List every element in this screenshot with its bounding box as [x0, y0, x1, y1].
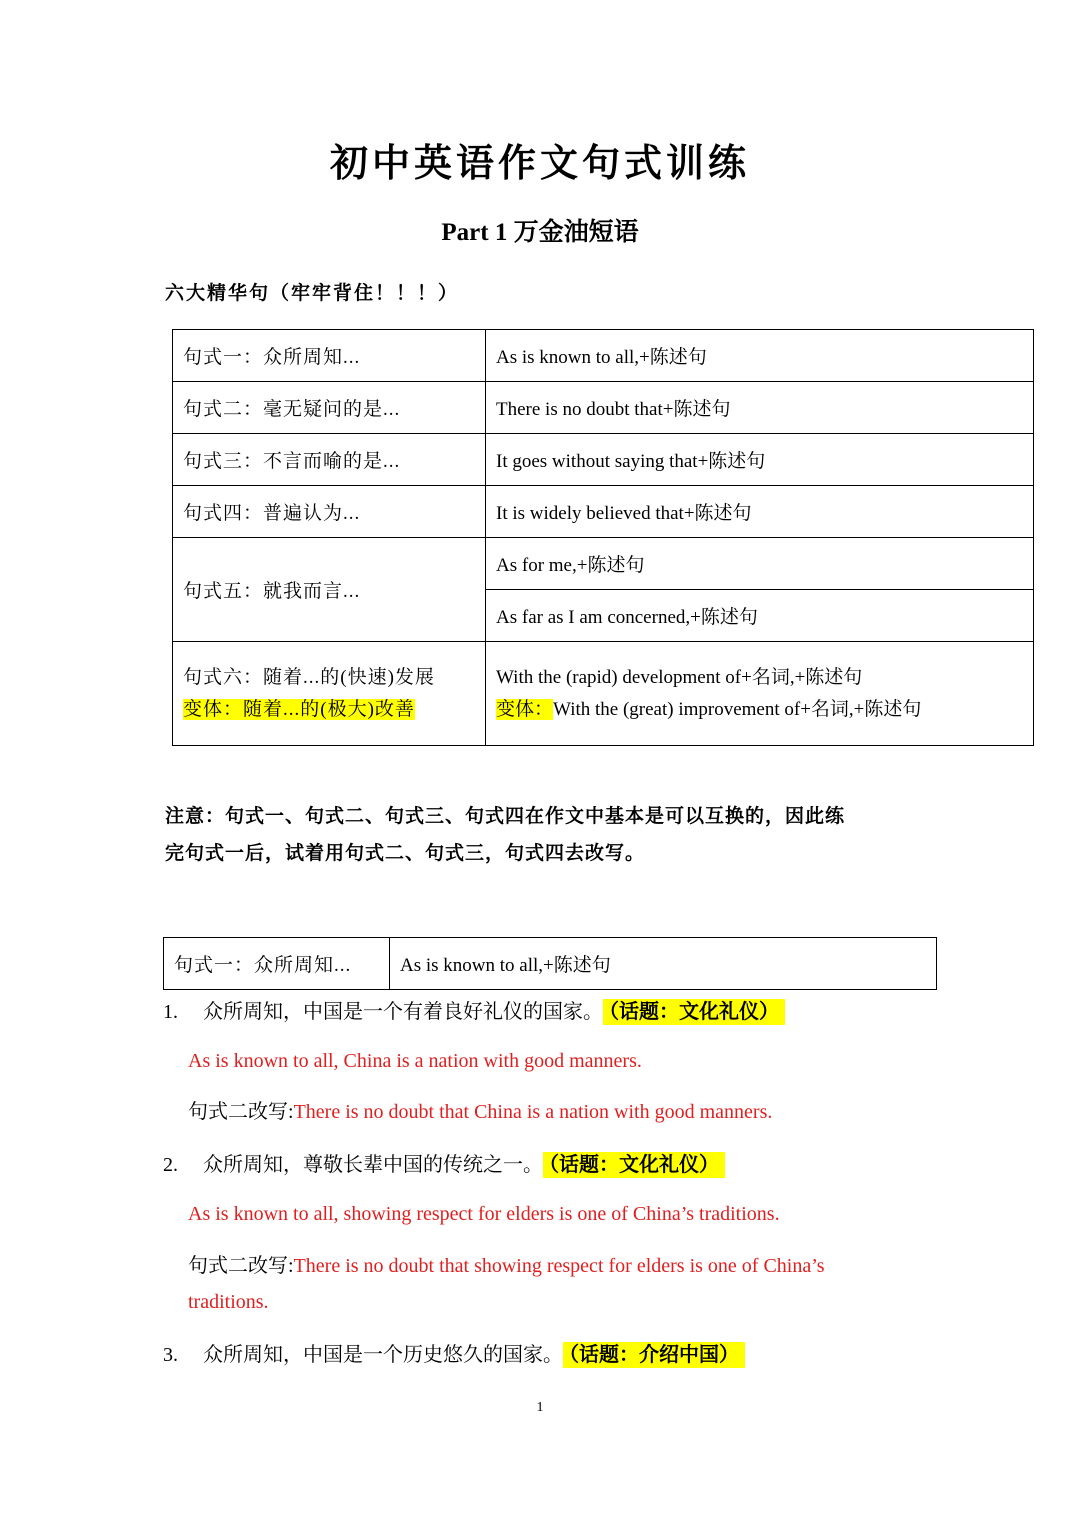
note-paragraph — [165, 798, 925, 872]
pattern-en: It is widely believed that+陈述句 — [486, 486, 1034, 538]
pattern-cn: 句式四：普遍认为... — [173, 486, 486, 538]
pattern-en: With the (rapid) development of+名词,+陈述句 — [496, 666, 863, 688]
pattern-cn: 句式五：就我而言... — [173, 538, 486, 642]
item-number: 1. — [163, 1001, 178, 1023]
pattern-en: As far as I am concerned,+陈述句 — [486, 590, 1034, 642]
table-row — [173, 382, 1034, 434]
table-row — [173, 486, 1034, 538]
exercise-en: As is known to all,+陈述句 — [390, 938, 937, 990]
exercise-item — [163, 1338, 745, 1367]
note-line: 完句式一后，试着用句式二、句式三，句式四去改写。 — [165, 843, 646, 864]
pattern-table — [172, 329, 1034, 746]
rewrite-label: 句式二改写: — [188, 1255, 294, 1277]
table-row — [173, 642, 1034, 746]
item-number: 3. — [163, 1344, 178, 1366]
note-line: 注意：句式一、句式二、句式三、句式四在作文中基本是可以互换的，因此练 — [165, 806, 846, 827]
variant-label-highlight: 变体： — [496, 698, 554, 720]
item-text: 众所周知，尊敬长辈中国的传统之一。 — [203, 1154, 543, 1176]
rewrite-label: 句式二改写: — [188, 1101, 294, 1123]
rewrite-text: There is no doubt that China is a nation with good manners. — [293, 1101, 773, 1123]
item-text: 众所周知，中国是一个历史悠久的国家。 — [203, 1344, 563, 1366]
rewrite-text: There is no doubt that showing respect for elders is one of China’s traditions. — [188, 1255, 825, 1313]
rewrite-line — [188, 1248, 908, 1320]
table-row — [173, 538, 1034, 590]
answer-text: As is known to all, China is a nation with good manners. — [188, 1050, 642, 1072]
pattern-cn: 句式一：众所周知... — [173, 330, 486, 382]
exercise-item — [163, 1148, 725, 1177]
pattern-cn: 句式二：毫无疑问的是... — [173, 382, 486, 434]
table-row — [173, 330, 1034, 382]
pattern-cn: 句式六：随着...的(快速)发展 — [183, 666, 435, 688]
item-text: 众所周知，中国是一个有着良好礼仪的国家。 — [203, 1001, 603, 1023]
page-title: 初中英语作文句式训练 — [329, 143, 750, 185]
answer-text: As is known to all, showing respect for elders is one of China’s traditions. — [188, 1203, 780, 1225]
exercise-cn: 句式一：众所周知... — [164, 938, 390, 990]
page-number: 1 — [536, 1400, 544, 1415]
topic-badge: （话题：文化礼仪） — [603, 999, 785, 1025]
item-number: 2. — [163, 1154, 178, 1176]
pattern-en: There is no doubt that+陈述句 — [486, 382, 1034, 434]
section-heading: 六大精华句（牢牢背住！！！） — [165, 283, 460, 304]
pattern-en: It goes without saying that+陈述句 — [486, 434, 1034, 486]
pattern-en: As for me,+陈述句 — [486, 538, 1034, 590]
table-row — [173, 434, 1034, 486]
part-heading: Part 1 万金油短语 — [441, 219, 639, 246]
table-row — [164, 938, 937, 990]
variant-en: With the (great) improvement of+名词,+陈述句 — [553, 698, 922, 720]
pattern-en: As is known to all,+陈述句 — [486, 330, 1034, 382]
topic-badge: （话题：文化礼仪） — [543, 1152, 725, 1178]
rewrite-line — [188, 1094, 908, 1130]
pattern-cn: 句式三：不言而喻的是... — [173, 434, 486, 486]
topic-badge: （话题：介绍中国） — [563, 1342, 745, 1368]
pattern-cn-cell — [173, 642, 486, 746]
pattern-en-cell — [486, 642, 1034, 746]
exercise-item — [163, 995, 785, 1024]
exercise-table — [163, 937, 937, 990]
variant-cn-highlight: 变体：随着...的(极大)改善 — [183, 698, 415, 720]
